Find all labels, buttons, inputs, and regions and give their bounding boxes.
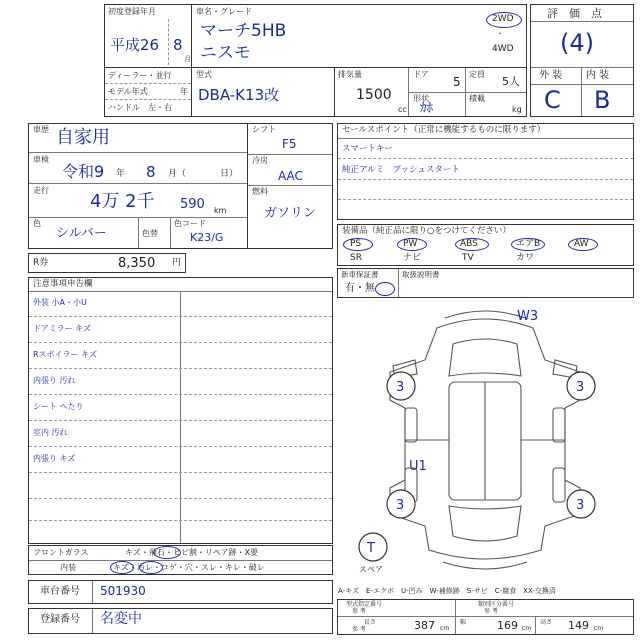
divider [29,152,247,153]
chassis-number: 501930 [100,584,146,598]
inspection-day-unit: 日） [220,169,239,179]
divider [465,68,466,92]
month-unit: 月 [184,55,191,63]
equip-sr: SR [350,253,362,263]
kg-unit: kg [512,105,522,114]
sales-point-line: 純正アルミ プッシュスタート [342,165,460,175]
divider [338,616,633,617]
windshield-text: キズ・飛石・ヒビ割・リペア跡・X要 [125,548,259,557]
divider [398,269,399,297]
type-label: 型式 [196,70,212,79]
divider [29,368,332,369]
color-label: 色 [33,219,41,228]
recycle-amount: 8,350 [118,256,156,271]
divider [531,84,633,85]
car-name-label: 車名・グレード [196,7,252,16]
length-label: 長さ [364,619,377,626]
overall-score: (4) [560,29,594,57]
exterior-label: 外 装 [539,70,563,81]
fuel-label: 燃料 [252,187,268,196]
mileage-sub: 590 [180,197,205,212]
divider [180,292,181,543]
mileage-main: 4万 2千 [90,191,155,212]
equip-ps: PS [350,239,362,249]
mileage-label: 走行 [33,186,49,195]
divider [29,498,332,499]
capacity-label: 定員 [469,70,485,79]
equipment-label: 装備品（純正品に限り○をつけてください） [342,226,511,236]
note-line: Rスポイラー キズ [33,350,97,359]
divider [409,92,526,93]
interior-label: 内 装 [586,70,610,81]
divider [531,67,633,68]
new-warranty-value: 有・無 [345,283,375,294]
type-class-label: 類別区分番号 [478,601,515,608]
divider [248,185,332,186]
note-line: シート へたり [33,402,84,411]
registration-month: 8 [173,36,183,54]
displacement-label: 排気量 [338,70,362,79]
type-number-ref-label: 参 考 [352,608,366,615]
divider [29,420,332,421]
divider [29,560,332,561]
divider [29,520,332,521]
equip-airbag: エアB [516,239,541,249]
divider [29,472,332,473]
door-label: ドア [413,70,429,79]
windshield-label: フロントガラス [33,548,89,557]
divider [29,316,332,317]
shift: F5 [282,137,297,151]
damage-legend: A-キズ E-エクボ U-凹み W-補修跡 S-サビ C-腐食 XX-交換済 [338,587,556,595]
divider [338,199,633,200]
shape-label: 形状 [413,94,429,103]
color-code-label: 色コード [174,219,206,228]
color-tone-label: 色替 [142,229,158,238]
drive-2wd: 2WD [492,14,514,24]
divider [92,581,93,603]
recycle-unit: 円 [172,258,182,268]
note-line: 内張り 汚れ [33,376,76,385]
sales-point-line: スマートキー [342,144,393,154]
drive-separator: ・ [496,29,504,38]
ac-label: 冷房 [252,156,268,165]
divider [92,609,93,633]
damage-mark: U1 [409,459,427,474]
divider [338,138,633,139]
usage: 自家用 [56,127,110,148]
divider [29,183,247,184]
chassis-label: 車台番号 [40,586,80,597]
load-label: 積載 [469,94,485,103]
car-damage-diagram [345,300,625,585]
width-value: 169 [497,619,518,632]
km-unit: km [214,206,227,215]
inspection-era: 令和9 [62,162,105,181]
interior-scratch-circle [110,561,134,574]
note-line: ドアミラー キズ [33,324,92,333]
interior-condition-text: キズ・汚レ・コゲ・穴・スレ・キレ・破レ [113,563,265,572]
note-line: 内張り キズ [33,454,76,463]
note-line: 室内 汚れ [33,428,68,437]
interior-dirt-circle [139,561,163,574]
inspection-label: 車検 [33,155,49,164]
divider [248,154,332,155]
exterior-score: C [544,86,561,114]
color-code: K23/G [190,231,224,244]
inspection-year-unit: 年 [116,169,126,179]
divider [138,218,139,248]
handle-label: ハンドル 左・右 [108,103,172,112]
damage-mark: 3 [396,498,405,513]
car-grade: ニスモ [200,43,251,63]
doors: 5 [453,75,461,89]
divider [338,158,633,159]
warranty-no-circle [375,282,395,296]
damage-mark: T [367,541,375,556]
divider [29,342,332,343]
color: シルバー [56,226,107,241]
equip-aw: AW [574,239,589,249]
divider [581,68,582,116]
model-year-unit: 年 [180,87,188,96]
damage-mark: 3 [576,498,585,513]
equip-pw: PW [403,239,418,249]
fuel: ガソリン [264,206,317,221]
condition-interior-label: 内装 [60,563,76,572]
recycle-label: R券 [33,258,49,268]
usage-label: 車歴 [33,125,49,134]
ac: AAC [278,169,303,183]
height-label: 高さ [540,619,553,626]
length-ref-label: 参 考 [352,626,366,633]
divider [105,83,191,84]
divider [170,218,171,248]
spare-label: スペア [359,565,383,574]
capacity: 5人 [502,75,520,88]
width-unit: cm [522,625,532,632]
divider [455,600,456,634]
divider [168,19,169,65]
model-year-label: モデル年式 [108,87,148,96]
equip-navi: ナビ [403,253,422,263]
divider [535,617,536,634]
sales-points-label: セールスポイント（正常に機能するものに限ります） [342,125,546,135]
width-label: 幅 [460,619,467,626]
height-value: 149 [568,619,589,632]
divider [465,92,466,116]
damage-mark: 3 [576,380,585,395]
damage-mark: W3 [517,309,539,324]
car-shape: ｶﾎ [420,101,433,116]
drive-4wd: 4WD [492,44,514,54]
notes-label: 注意事項申告欄 [33,279,93,289]
shift-label: シフト [252,125,276,134]
divider [29,446,332,447]
type-number-label: 型式指定番号 [346,601,383,608]
registration-number: 名変中 [100,611,142,627]
recycle-box [28,253,186,273]
divider [531,21,633,22]
divider [29,394,332,395]
equip-abs: ABS [460,239,478,249]
car-type: DBA-K13改 [198,86,280,104]
length-unit: cm [440,625,450,632]
divider [105,99,191,100]
note-line: 外装 小A・小U [33,298,87,307]
windshield-chip-circle [153,546,181,559]
damage-mark: 3 [396,380,405,395]
displacement: 1500 [356,87,392,103]
registration-era: 平成26 [110,36,160,54]
manual-label: 取扱説明書 [402,270,440,279]
equip-leather: カワ [516,253,535,263]
cc-unit: cc [398,105,407,114]
registration-label: 登録番号 [40,614,80,625]
inspection-month-unit: 月（ [168,169,187,179]
height-unit: cm [594,625,604,632]
registration-date-label: 初度登録年月 [108,7,156,16]
new-warranty-label: 新車保証書 [341,270,379,279]
type-class-ref-label: 参 考 [484,608,498,615]
inspection-month: 8 [146,163,156,181]
equip-tv: TV [462,253,474,263]
score-label: 評 価 点 [547,7,602,20]
interior-score: B [594,86,611,114]
car-name: マーチ5HB [200,21,287,41]
length-value: 387 [414,619,435,632]
dealer-label: ディーラー・並行 [108,71,172,80]
divider [338,179,633,180]
